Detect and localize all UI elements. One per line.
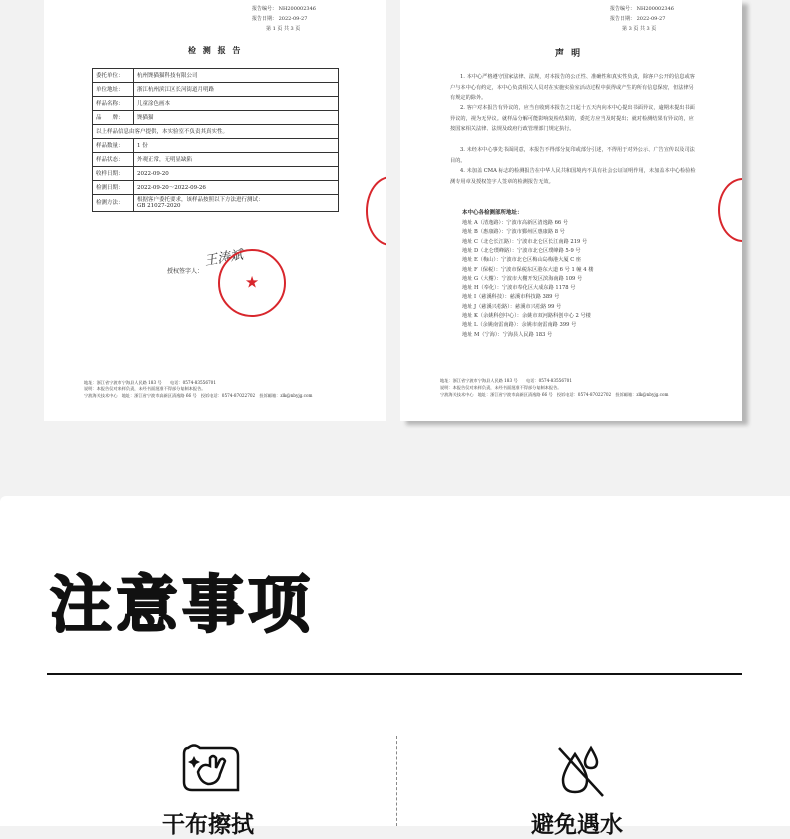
table-row: 样品名称： 儿童涂色画本 <box>93 97 339 111</box>
signature-label: 授权签字人： <box>167 268 204 275</box>
address-line: 地址 H（奉化）：宁波市奉化区大成东路 1178 号 <box>462 285 576 292</box>
table-row: 委托单位： 杭州馋猫猫科技有限公司 <box>93 69 339 83</box>
footer-line: 说明：本报告仅对来样负责，未经书面批准不得部分复制本报告。 <box>440 385 562 390</box>
table-row: 收样日期： 2022-09-20 <box>93 167 339 181</box>
table-row: 检测方法： 根据客户委托要求，该样品按照以下方法进行测试： GB 21027-2020 <box>93 195 339 212</box>
footer-line: 宁波海关技术中心 地址：浙江省宁波市高新区清逸路 66 号 投诉电话：0574-87022702 投诉邮箱：zlk@nbyjg.com <box>440 392 669 397</box>
report-info-table <box>92 68 339 212</box>
notice-heading: 注意事项 <box>50 568 315 641</box>
statement-paragraph: 1. 本中心严格遵守国家法律、法规，对本报告的公正性、准确性和真实性负责，除客户公开的信息或客户与本中心有约定，本中心负责相关人员对在实施实验室活动过程中获得或产生的所有信息保密，但法律另有规定的除外。 <box>450 74 695 101</box>
table-row: 单位地址： 浙江杭州滨江区长河街道月明路 <box>93 83 339 97</box>
address-line: 地址 E（梅山）：宁波市北仑区梅山岛梅港大厦 C 座 <box>462 257 582 264</box>
footer-line: 宁波海关技术中心 地址：浙江省宁波市高新区清逸路 66 号 投诉电话：0574-87022702 投诉邮箱：zlk@nbyjg.com <box>84 393 313 398</box>
notice-section <box>0 496 790 826</box>
footer-line: 地址：浙江省宁波市宁海县人民路 183 号 电话：0574-83556701 <box>440 378 572 383</box>
divider <box>396 736 397 826</box>
address-line: 地址 D（北仑璞峰路）：宁波市北仑区璞峰路 5-9 号 <box>462 247 581 254</box>
page-number: 第 1 页 共 3 页 <box>266 26 301 32</box>
address-line: 地址 C（北仑长江路）：宁波市北仑区长江南路 219 号 <box>462 238 588 245</box>
address-line: 地址 J（慈溪兴松路）：慈溪市兴松路 99 号 <box>462 303 562 310</box>
official-seal-icon: ★ <box>218 249 286 317</box>
report-number: 报告编号： NH200002346 <box>610 6 674 12</box>
address-line: 地址 B（惠康路）：宁波市鄞州区惠康路 8 号 <box>462 229 565 236</box>
table-row: 以上样品信息由客户提供，本实验室不负责其真实性。 <box>93 125 339 139</box>
report-date: 报告日期： 2022-09-27 <box>252 16 308 22</box>
statement-paragraph: 4. 未加盖 CMA 标志的检测报告在中华人民共和国境内不具有社会公证证明作用，未加盖本中心检验检测专用章及授权签字人签章的检测报告无效。 <box>450 168 696 185</box>
statement-paragraph: 2. 客户对本报告有异议的，应当自收到本报告之日起十五天内向本中心提出书面异议，逾期未提出书面异议的，视为无异议。就样品分解可能影响复检结果的，委托方应当及时提出；就对检测结果有异议的，应按国家相关法律、法规及政府行政管理部门规定执行。 <box>450 105 695 132</box>
address-line: 地址 F（保税）：宁波市保税东区港东大道 6 号 1 幢 4 楼 <box>462 266 594 273</box>
report-page-3 <box>400 0 742 421</box>
seal-edge-icon <box>718 178 742 242</box>
divider <box>47 673 742 675</box>
address-line: 地址 I（慈溪科技）：慈溪市科技路 389 号 <box>462 294 560 301</box>
table-row: 样品数量： 1 份 <box>93 139 339 153</box>
care-label-avoid-water: 避免遇水 <box>531 812 623 838</box>
address-line: 地址 L（余姚南雷南路）：余姚市南雷南路 399 号 <box>462 322 577 329</box>
address-line: 地址 A（清逸路）：宁波市高新区清逸路 66 号 <box>462 220 569 226</box>
report-date: 报告日期： 2022-09-27 <box>610 16 666 22</box>
address-line: 地址 K（余姚科创中心）：余姚市双河路科创中心 2 号楼 <box>462 313 591 319</box>
address-line: 地址 M（宁海）：宁海县人民路 183 号 <box>462 331 553 338</box>
report-title: 检 测 报 告 <box>188 45 243 55</box>
table-row: 品 牌： 馋猫猫 <box>93 111 339 125</box>
care-label-dry-wipe: 干布擦拭 <box>162 812 254 838</box>
address-line: 地址 G（大榭）：宁波市大榭开发区滨海南路 109 号 <box>462 275 583 282</box>
table-row: 样品状态： 外观正常，无明显缺陷 <box>93 153 339 167</box>
report-number: 报告编号： NH200002346 <box>252 6 316 12</box>
address-heading: 本中心各检测部所地址： <box>462 210 523 216</box>
statement-paragraph: 3. 未经本中心事先书面同意，本报告不得部分复印或部分引述，不得用于对外公示、广告宣传以及司法目的。 <box>450 147 695 164</box>
footer-line: 地址：浙江省宁波市宁海县人民路 183 号 电话：0574-83556701 <box>84 380 216 385</box>
signature: 王涛斌 <box>203 246 245 269</box>
page-number: 第 3 页 共 3 页 <box>622 26 657 32</box>
table-row: 检测日期： 2022-09-20～2022-09-26 <box>93 181 339 195</box>
no-water-icon <box>555 744 607 800</box>
statement-title: 声 明 <box>555 49 583 59</box>
footer-line: 说明：本报告仅对来样负责，未经书面批准不得部分复制本报告。 <box>84 386 206 391</box>
wipe-cloth-icon <box>180 740 246 798</box>
report-page-1 <box>44 0 386 421</box>
seal-edge-icon <box>366 176 386 246</box>
